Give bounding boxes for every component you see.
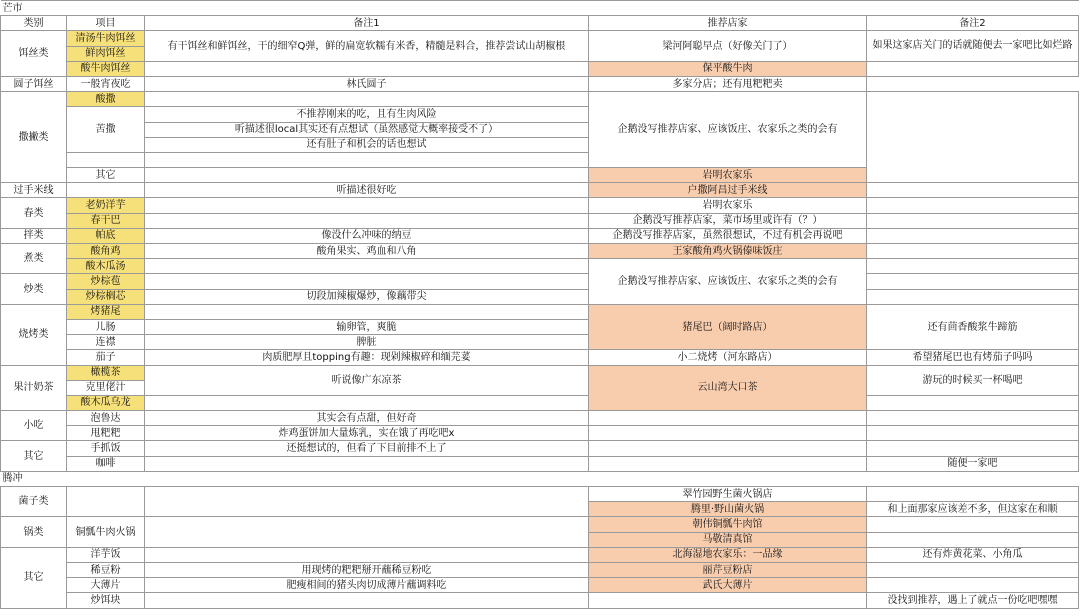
- table-row: [1, 395, 1079, 410]
- table-row: [1, 487, 1079, 502]
- table-cell[interactable]: 有干饵丝和鲜饵丝，干的细窄Q弹，鲜的扁宽软糯有米香，精髓是料合，推荐尝试山胡椒根: [145, 31, 589, 61]
- table-cell[interactable]: 菌子类: [1, 487, 67, 517]
- section-header-cell[interactable]: 芒市: [1, 1, 1079, 16]
- table-cell[interactable]: 武氏大薄片: [589, 578, 867, 593]
- table-row: [1, 456, 1079, 471]
- table-cell[interactable]: [867, 441, 1079, 456]
- table-cell[interactable]: 儿肠: [67, 319, 145, 334]
- table-cell[interactable]: 酸木瓜汤: [67, 259, 145, 274]
- table-cell[interactable]: 果汁奶茶: [1, 365, 67, 411]
- table-cell[interactable]: 茄子: [67, 350, 145, 365]
- table-row: [1, 350, 1079, 365]
- table-cell[interactable]: [867, 213, 1079, 228]
- table-cell[interactable]: [145, 487, 589, 517]
- table-cell[interactable]: 希望猪尾巴也有烤茄子吗吗: [867, 350, 1079, 365]
- table-cell[interactable]: 听说像广东凉茶: [145, 365, 589, 395]
- table-cell[interactable]: 酸木瓜乌龙: [67, 395, 145, 410]
- table-row: [1, 92, 1079, 107]
- table-row: [1, 471, 1079, 486]
- table-cell[interactable]: 炒棕榈芯: [67, 289, 145, 304]
- table-row: [1, 228, 1079, 243]
- table-cell[interactable]: 像没什么冲味的纳豆: [145, 228, 589, 243]
- table-cell[interactable]: 小二烧烤（河东路店）: [589, 350, 867, 365]
- table-row: [1, 441, 1079, 456]
- table-cell[interactable]: 还有肚子和机会的话也想试: [145, 137, 589, 152]
- table-cell[interactable]: 其实会有点甜，但好奇: [145, 411, 589, 426]
- table-cell[interactable]: [867, 532, 1079, 547]
- table-cell[interactable]: 脾脏: [145, 335, 589, 350]
- table-cell[interactable]: [867, 228, 1079, 243]
- table-cell[interactable]: 一般宵夜吃: [67, 76, 145, 91]
- column-header-cell[interactable]: 项目: [67, 16, 145, 31]
- table-cell[interactable]: 铜瓢牛肉火锅: [67, 517, 145, 547]
- table-cell[interactable]: [145, 456, 589, 471]
- table-cell[interactable]: 梁河阿聪早点（好像关门了）: [589, 31, 867, 61]
- table-cell[interactable]: [589, 456, 867, 471]
- table-cell[interactable]: 和上面那家应该差不多，但这家在和顺: [867, 502, 1079, 517]
- table-cell[interactable]: [145, 517, 589, 547]
- table-cell[interactable]: 其它: [1, 547, 67, 608]
- table-cell[interactable]: 肉质肥厚且topping有趣：现剁辣椒碎和缅芫荽: [145, 350, 589, 365]
- table-cell[interactable]: [67, 152, 145, 167]
- table-cell[interactable]: [867, 487, 1079, 502]
- table-cell[interactable]: 撒撇类: [1, 92, 67, 183]
- column-header-cell[interactable]: 推荐店家: [589, 16, 867, 31]
- table-cell[interactable]: [145, 152, 589, 167]
- table-cell[interactable]: 王家酸角鸡火锅傣味饭庄: [589, 244, 867, 259]
- table-cell[interactable]: 多家分店；还有甩粑粑卖: [589, 76, 867, 91]
- table-cell[interactable]: 咖啡: [67, 456, 145, 471]
- table-cell[interactable]: [145, 213, 589, 228]
- table-cell[interactable]: 保平酸牛肉: [589, 61, 867, 76]
- table-row: [1, 16, 1079, 31]
- table-row: [1, 517, 1079, 532]
- table-cell[interactable]: 大薄片: [67, 578, 145, 593]
- table-cell[interactable]: [145, 92, 589, 107]
- table-cell[interactable]: [589, 411, 867, 426]
- table-cell[interactable]: 游玩的时候买一杯喝吧: [867, 365, 1079, 395]
- table-row: [1, 31, 1079, 46]
- table-cell[interactable]: 随便一家吧: [867, 456, 1079, 471]
- table-cell[interactable]: 岩明农家乐: [589, 168, 867, 183]
- table-cell[interactable]: 拌类: [1, 228, 67, 243]
- table-cell[interactable]: [867, 578, 1079, 593]
- table-row: [1, 578, 1079, 593]
- table-cell[interactable]: 听描述很好吃: [145, 183, 589, 198]
- table-cell[interactable]: [867, 411, 1079, 426]
- table-cell[interactable]: 橄榄茶: [67, 365, 145, 380]
- table-row: [1, 61, 1079, 76]
- table-cell[interactable]: 手抓饭: [67, 441, 145, 456]
- table-cell[interactable]: 帕底: [67, 228, 145, 243]
- table-cell[interactable]: 泡鲁达: [67, 411, 145, 426]
- table-row: [1, 365, 1079, 380]
- table-cell[interactable]: 林氏圆子: [145, 76, 589, 91]
- table-cell[interactable]: 企鹅没写推荐店家，虽然很想试，不过有机会再说吧: [589, 228, 867, 243]
- table-cell[interactable]: 企鹅没写推荐店家、应该饭庄、农家乐之类的会有: [589, 259, 867, 305]
- table-cell[interactable]: [589, 441, 867, 456]
- table-cell[interactable]: [145, 198, 589, 213]
- table-cell[interactable]: 其它: [1, 441, 67, 471]
- table-cell[interactable]: 岩明农家乐: [589, 198, 867, 213]
- table-cell[interactable]: [145, 61, 589, 76]
- table-cell[interactable]: [145, 395, 589, 410]
- table-cell[interactable]: 苦撒: [67, 107, 145, 153]
- table-row: [1, 259, 1079, 274]
- column-header-cell[interactable]: 备注2: [867, 16, 1079, 31]
- table-row: [1, 213, 1079, 228]
- table-row: [1, 593, 1079, 608]
- table-cell[interactable]: [867, 426, 1079, 441]
- table-cell[interactable]: [867, 517, 1079, 532]
- table-cell[interactable]: [145, 593, 589, 608]
- table-cell[interactable]: [867, 61, 1079, 76]
- table-cell[interactable]: [589, 593, 867, 608]
- table-cell[interactable]: [867, 259, 1079, 274]
- column-header-cell[interactable]: 备注1: [145, 16, 589, 31]
- table-cell[interactable]: 切段加辣椒爆炒，像藕带尖: [145, 289, 589, 304]
- table-cell[interactable]: 还有炸黄花菜、小角瓜: [867, 547, 1079, 562]
- table-cell[interactable]: 还有茴香酸浆牛蹄筋: [867, 304, 1079, 350]
- table-cell[interactable]: [145, 547, 589, 562]
- table-cell[interactable]: 丽芹豆粉店: [589, 562, 867, 577]
- table-cell[interactable]: 酸撒: [67, 92, 145, 107]
- table-cell[interactable]: 克里佬汁: [67, 380, 145, 395]
- table-cell[interactable]: 清汤牛肉饵丝: [67, 31, 145, 46]
- table-cell[interactable]: 其它: [67, 168, 145, 183]
- table-cell[interactable]: [67, 487, 145, 517]
- table-cell[interactable]: 云山湾大口茶: [589, 365, 867, 411]
- table-cell[interactable]: 炒类: [1, 274, 67, 304]
- table-row: [1, 244, 1079, 259]
- table-cell[interactable]: [867, 562, 1079, 577]
- table-cell[interactable]: 小吃: [1, 411, 67, 441]
- table-row: [1, 547, 1079, 562]
- table-cell[interactable]: 炒饵块: [67, 593, 145, 608]
- table-cell[interactable]: 甩粑粑: [67, 426, 145, 441]
- table-row: [1, 426, 1079, 441]
- table-cell[interactable]: 酸角鸡: [67, 244, 145, 259]
- table-row: [1, 76, 1079, 91]
- column-header-cell[interactable]: 类别: [1, 16, 67, 31]
- table-cell[interactable]: 听描述很local其实还有点想试（虽然感觉大概率接受不了）: [145, 122, 589, 137]
- table-row: [1, 304, 1079, 319]
- table-cell[interactable]: 饵丝类: [1, 31, 67, 77]
- table-cell[interactable]: [867, 274, 1079, 289]
- table-row: [1, 411, 1079, 426]
- table-cell[interactable]: 腾里·野山菌火锅: [589, 502, 867, 517]
- table-cell[interactable]: 马敬清真馆: [589, 532, 867, 547]
- table-row: [1, 1, 1079, 16]
- table-cell[interactable]: 洋芋饭: [67, 547, 145, 562]
- table-cell[interactable]: [867, 92, 1079, 183]
- table-cell[interactable]: [867, 198, 1079, 213]
- table-cell[interactable]: 春干巴: [67, 213, 145, 228]
- table-cell[interactable]: 煮类: [1, 244, 67, 274]
- table-cell[interactable]: 连襟: [67, 335, 145, 350]
- table-cell[interactable]: 炸鸡蛋饼加大量炼乳，实在饿了再吃吧x: [145, 426, 589, 441]
- table-row: [1, 562, 1079, 577]
- table-cell[interactable]: 肥瘦相间的猪头肉切成薄片蘸调料吃: [145, 578, 589, 593]
- table-cell[interactable]: 企鹅没写推荐店家，菜市场里或许有（？）: [589, 213, 867, 228]
- table-cell[interactable]: 企鹅没写推荐店家、应该饭庄、农家乐之类的会有: [589, 92, 867, 168]
- table-row: [1, 274, 1079, 289]
- table-cell[interactable]: 稀豆粉: [67, 562, 145, 577]
- table-cell[interactable]: 酸角果实、鸡血和八角: [145, 244, 589, 259]
- table-cell[interactable]: 鲜肉饵丝: [67, 46, 145, 61]
- table-cell[interactable]: 圆子饵丝: [1, 76, 67, 91]
- table-cell[interactable]: [589, 426, 867, 441]
- table-cell[interactable]: 没找到推荐，遇上了就点一份吃吧嘿嘿: [867, 593, 1079, 608]
- table-cell[interactable]: 用现烤的粑粑掰开蘸稀豆粉吃: [145, 562, 589, 577]
- table-cell[interactable]: 过手米线: [1, 183, 67, 198]
- table-cell[interactable]: 输卵管，爽脆: [145, 319, 589, 334]
- section-header-cell[interactable]: 腾冲: [1, 471, 1079, 486]
- sheet-body: [1, 1, 1079, 609]
- table-cell[interactable]: 锅类: [1, 517, 67, 547]
- table-cell[interactable]: [867, 183, 1079, 198]
- table-cell[interactable]: [67, 183, 145, 198]
- table-cell[interactable]: 炒棕苞: [67, 274, 145, 289]
- table-row: [1, 289, 1079, 304]
- table-cell[interactable]: [867, 395, 1079, 410]
- table-cell[interactable]: 朝伟铜瓢牛肉馆: [589, 517, 867, 532]
- table-cell[interactable]: 翠竹园野生菌火锅店: [589, 487, 867, 502]
- table-cell[interactable]: [145, 168, 589, 183]
- table-cell[interactable]: 老奶洋芋: [67, 198, 145, 213]
- table-cell[interactable]: 酸牛肉饵丝: [67, 61, 145, 76]
- table-cell[interactable]: [145, 274, 589, 289]
- table-row: [1, 183, 1079, 198]
- table-cell[interactable]: 春类: [1, 198, 67, 228]
- table-cell[interactable]: [867, 244, 1079, 259]
- table-cell[interactable]: 如果这家店关门的话就随便去一家吧比如烂路: [867, 31, 1079, 61]
- table-cell[interactable]: 还挺想试的，但看了下目前排不上了: [145, 441, 589, 456]
- table-cell[interactable]: 烤猪尾: [67, 304, 145, 319]
- table-cell[interactable]: [145, 259, 589, 274]
- table-cell[interactable]: 烧烤类: [1, 304, 67, 365]
- table-row: [1, 198, 1079, 213]
- table-cell[interactable]: 猪尾巴（阔时路店）: [589, 304, 867, 350]
- table-cell[interactable]: [867, 289, 1079, 304]
- table-cell[interactable]: 不推荐刚来的吃，且有生肉风险: [145, 107, 589, 122]
- table-cell[interactable]: 北海湿地农家乐：一品缘: [589, 547, 867, 562]
- table-cell[interactable]: 户撒阿昌过手米线: [589, 183, 867, 198]
- table-cell[interactable]: [145, 304, 589, 319]
